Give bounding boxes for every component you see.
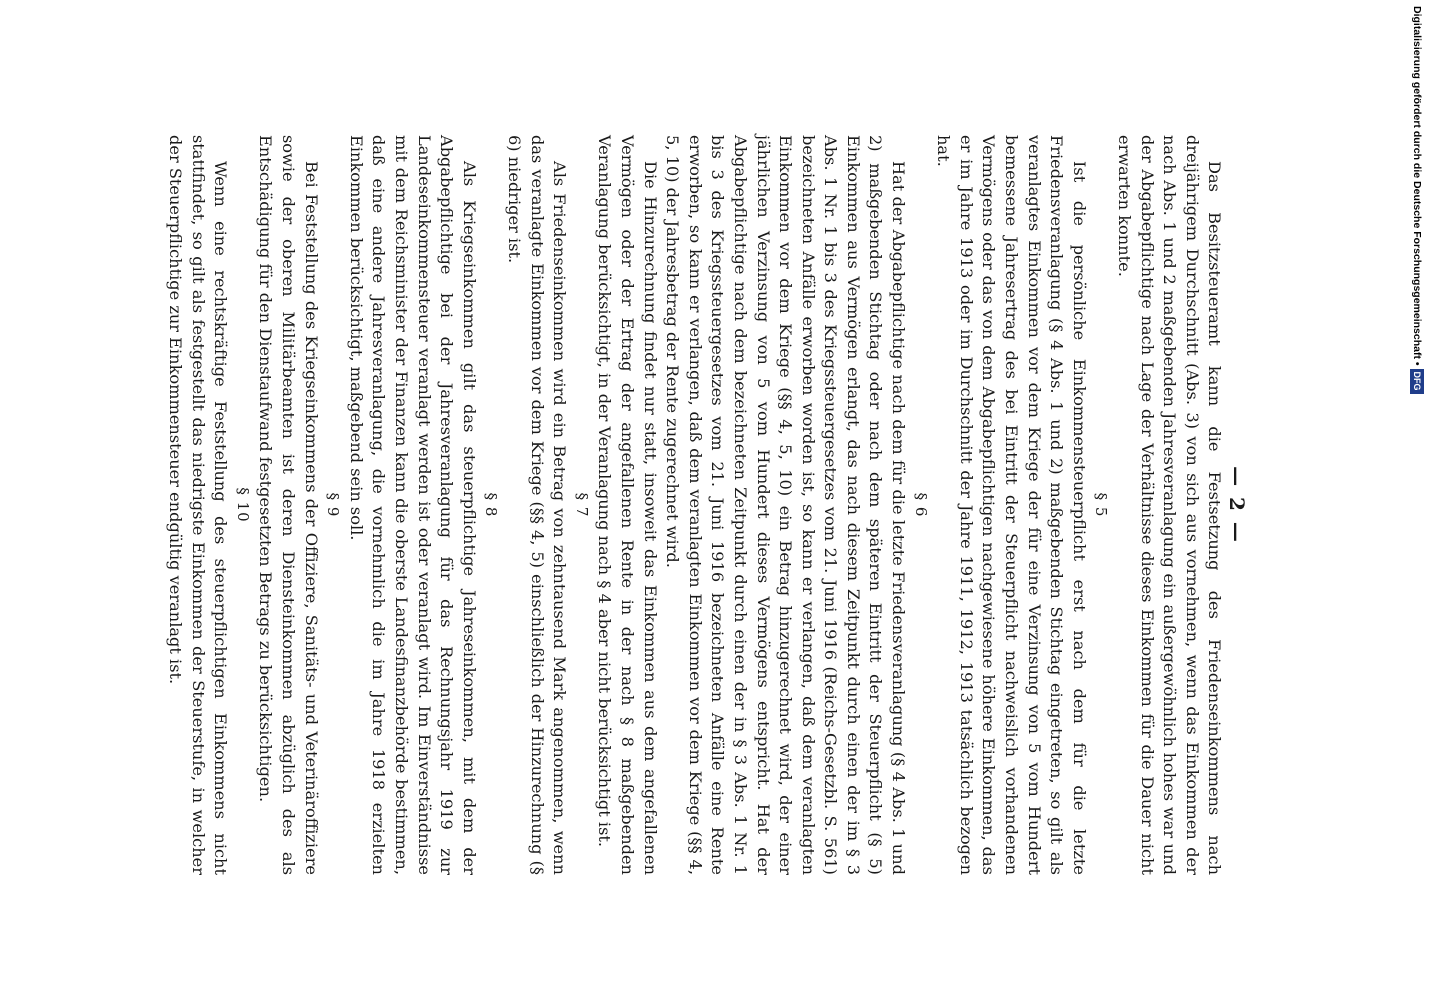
section-heading: § 8 — [482, 492, 501, 518]
paragraph: Die Hinzurechnung findet nur statt, insoweit das Einkommen aus dem angefallenen Vermögen oder der Ertrag der angefallenen Rente in der nach § 8 maßgebenden Veranlagung berücksichtigt, in der Veranlagung nach § 4 aber nicht berücksichtigt ist. — [595, 135, 660, 875]
page-number-header: — 2 — — [1225, 466, 1249, 544]
section-heading: § 9 — [324, 492, 343, 518]
rotated-document-page — [158, 135, 1248, 875]
section-heading: § 7 — [572, 492, 591, 518]
document-body — [164, 135, 1226, 875]
paragraph: Als Kriegseinkommen gilt das steuerpflichtige Jahreseinkommen, mit dem der Abgabepflichtige bei der Jahresveranlagung für das Rechnungsjahr 1919 zur Landeseinkommensteuer veranlagt werden ist oder veranlagt wird. Im Einverständnisse mit dem Reichsminister der Finanzen kann die oberste Landesfinanzbehörde bestimmen, daß eine andere Jahresveranlagung, die vornehmlich die im Jahre 1918 erzielten Einkommen berücksichtigt, maßgebend sein soll. — [346, 135, 479, 875]
section-heading: § 6 — [911, 492, 930, 518]
paragraph: Wenn eine rechtskräftige Feststellung des steuerpflichtigen Einkommens nicht stattfindet, so gilt als festgestellt das niedrigste Einkommen der Steuerstufe, in welcher der Steuerpflichtige zur Einkommensteuer endgültig veranlagt ist. — [166, 135, 231, 875]
dfg-footer-text: Digitalisierung gefördert durch die Deutsche Forschungsgemeinschaft • — [1411, 6, 1423, 366]
paragraph: Hat der Abgabepflichtige nach dem für die letzte Friedensveranlagung (§ 4 Abs. 1 und 2) maßgebenden Stichtag oder nach dem späteren Eintritt der Steuerpflicht (§ 5) Einkommen aus Vermögen erlangt, das nach diesem Zeitpunkt durch einen der im § 3 Abs. 1 Nr. 1 bis 3 des Kriegssteuergesetzes vom 21. Juni 1916 (Reichs-Gesetzbl. S. 561) bezeichneten Anfälle erworben worden ist, so kann er verlangen, daß dem veranlagten Einkommen vor dem Kriege (§§ 4, 5, 10) ein Betrag hinzugerechnet wird, der einer jährlichen Verzinsung von 5 vom Hundert dieses Vermögens entspricht. Hat der Abgabepflichtige nach dem bezeichneten Zeitpunkt durch einen der in § 3 Abs. 1 Nr. 1 bis 3 des Kriegssteuergesetzes vom 21. Juni 1916 bezeichneten Anfälle eine Rente erworben, so kann er verlangen, daß dem veranlagten Einkommen vor dem Kriege (§§ 4, 5, 10) der Jahresbetrag der Rente zugerechnet wird. — [663, 135, 909, 875]
dfg-footer-label — [1406, 6, 1428, 391]
section-heading: § 5 — [1092, 492, 1111, 518]
paragraph: Als Friedenseinkommen wird ein Betrag von zehntausend Mark angenommen, wenn das veranlagte Einkommen vor dem Kriege (§§ 4, 5) einschließlich der Hinzurechnung (§ 6) niedriger ist. — [505, 135, 570, 875]
dfg-logo: DFG — [1410, 369, 1424, 394]
paragraph: Bei Feststellung des Kriegseinkommens der Offiziere, Sanitäts- und Veterinäroffiziere sowie der oberen Militärbeamten ist deren Diensteinkommen abzüglich des als Entschädigung für den Dienstaufwand festgesetzten Betrags zu berücksichtigen. — [256, 135, 321, 875]
section-heading: § 10 — [233, 487, 252, 523]
paragraph: Ist die persönliche Einkommensteuerpflicht erst nach dem für die letzte Friedensveranlagung (§ 4 Abs. 1 und 2) maßgebenden Stichtag eingetreten, so gilt als veranlagtes Einkommen vor dem Kriege der für eine Verzinsung von 5 vom Hundert bemessene Jahresertrag des bei Eintritt der Steuerpflicht nachweislich vorhandenen Vermögens oder das von dem Abgabepflichtigen nachgewiesene höhere Einkommen, das er im Jahre 1913 oder im Durchschnitt der Jahre 1911, 1912, 1913 tatsächlich bezogen hat. — [934, 135, 1089, 875]
dfg-footer-strip — [1410, 6, 1432, 406]
paragraph: Das Besitzsteueramt kann die Festsetzung des Friedenseinkommens nach dreijährigem Durchschnitt (Abs. 3) von sich aus vornehmen, wenn das Einkommen der nach Abs. 1 und 2 maßgebenden Jahresveranlagung ein außergewöhnlich hohes war und der Abgabepflichtige nach Lage der Verhältnisse dieses Einkommen für die Dauer nicht erwarten konnte. — [1115, 135, 1225, 875]
